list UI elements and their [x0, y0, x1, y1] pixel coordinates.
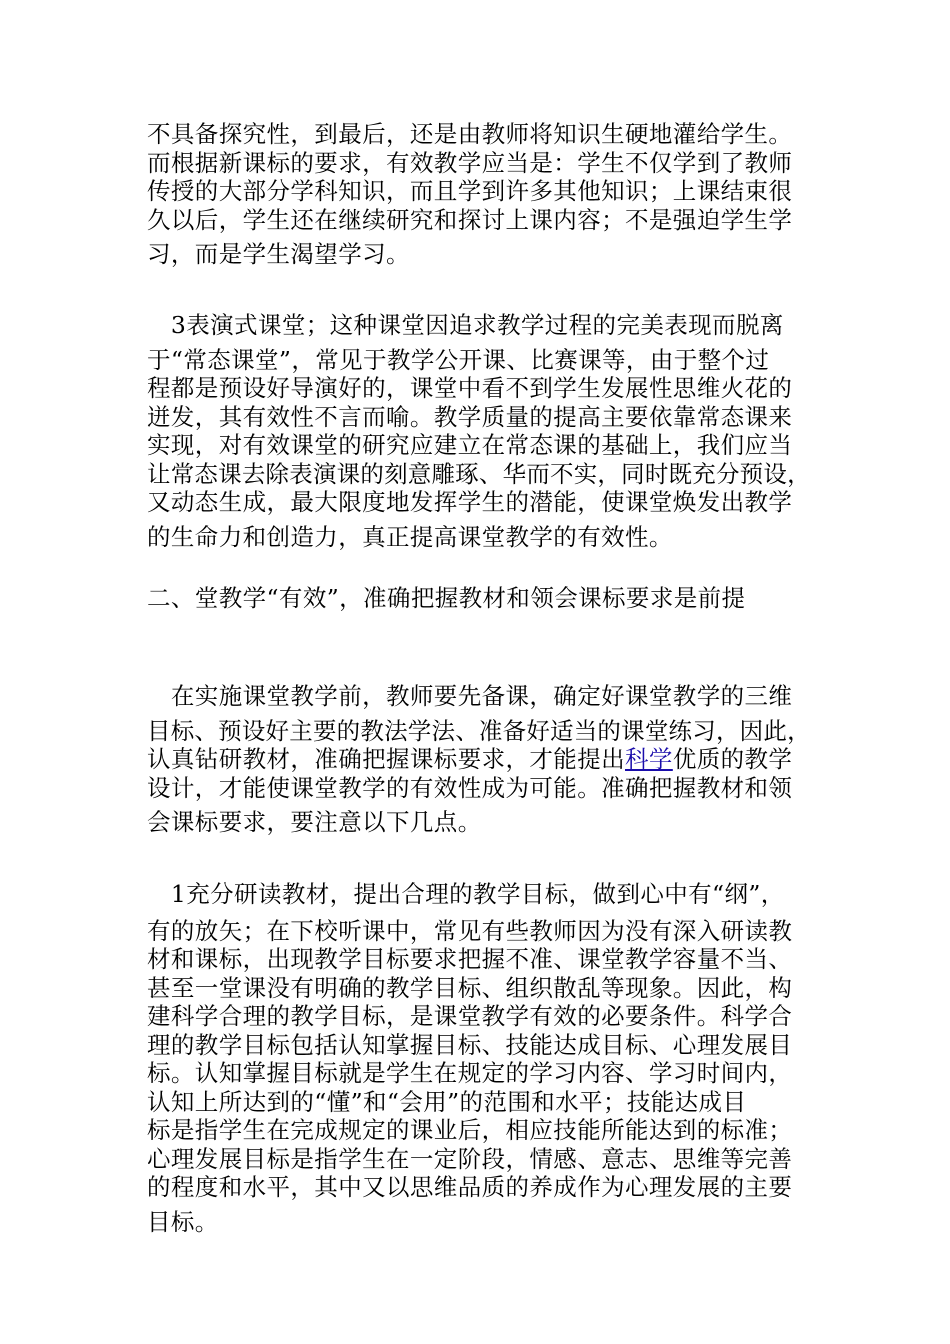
text-line: 建科学合理的教学目标，是课堂教学有效的必要条件。科学合	[147, 1002, 793, 1030]
text-line: 标是指学生在完成规定的课业后，相应技能所能达到的标准；	[147, 1116, 793, 1144]
science-link[interactable]: 科学	[625, 745, 673, 773]
text-line: 习，而是学生渴望学习。	[147, 240, 410, 268]
text-line: 甚至一堂课没有明确的教学目标、组织散乱等现象。因此，构	[147, 973, 793, 1002]
text-line: 设计，才能使课堂教学的有效性成为可能。准确把握教材和领	[147, 773, 793, 802]
text-line: 程都是预设好导演好的，课堂中看不到学生发展性思维火花的	[147, 374, 793, 402]
text-line: 的程度和水平，其中又以思维品质的养成作为心理发展的主要	[147, 1173, 793, 1201]
text-line: 于“常态课堂”，常见于教学公开课、比赛课等，由于整个过	[147, 345, 770, 374]
section-heading: 二、堂教学“有效”，准确把握教材和领会课标要求是前提	[147, 584, 746, 612]
text-line: 目标。	[147, 1207, 219, 1236]
text-segment: 优质的教学	[672, 745, 793, 773]
text-line: 标。认知掌握目标就是学生在规定的学习内容、学习时间内，	[147, 1059, 793, 1087]
text-line: 理的教学目标包括认知掌握目标、技能达成目标、心理发展目	[147, 1030, 793, 1059]
text-line: 会课标要求，要注意以下几点。	[147, 808, 482, 836]
text-line: 有的放矢；在下校听课中，常见有些教师因为没有深入研读教	[147, 916, 793, 945]
text-line: 让常态课去除表演课的刻意雕琢、华而不实，同时既充分预设，	[147, 459, 811, 488]
text-segment: 认真钻研教材，准确把握课标要求，才能提出	[147, 745, 625, 773]
paragraph-teaching-goals	[147, 880, 812, 1236]
text-line	[147, 745, 812, 774]
text-line: 传授的大部分学科知识，而且学到许多其他知识；上课结束很	[147, 177, 793, 205]
text-line: 而根据新课标的要求，有效教学应当是：学生不仅学到了教师	[147, 148, 793, 177]
text-line: 又动态生成，最大限度地发挥学生的潜能，使课堂焕发出教学	[147, 488, 793, 516]
text-line: 实现，对有效课堂的研究应建立在常态课的基础上，我们应当	[147, 431, 793, 459]
text-line: 久以后，学生还在继续研究和探讨上课内容；不是强迫学生学	[147, 205, 793, 234]
text-line: 在实施课堂教学前，教师要先备课，确定好课堂教学的三维	[147, 682, 793, 710]
paragraph-preparation	[147, 682, 812, 837]
text-line: 材和课标，出现教学目标要求把握不准、课堂教学容量不当、	[147, 945, 793, 973]
text-line: 不具备探究性，到最后，还是由教师将知识生硬地灌给学生。	[147, 120, 793, 148]
text-line: 3表演式课堂；这种课堂因追求教学过程的完美表现而脱离	[147, 311, 784, 339]
text-line: 迸发，其有效性不言而喻。教学质量的提高主要依靠常态课来	[147, 402, 793, 431]
paragraph-effective-teaching	[147, 120, 812, 269]
text-line: 认知上所达到的“懂”和“会用”的范围和水平；技能达成目	[147, 1087, 747, 1116]
text-line: 目标、预设好主要的教法学法、准备好适当的课堂练习，因此，	[147, 716, 811, 745]
text-line: 1充分研读教材，提出合理的教学目标，做到心中有“纲”，	[147, 880, 785, 908]
text-line: 心理发展目标是指学生在一定阶段，情感、意志、思维等完善	[147, 1144, 793, 1173]
text-line: 的生命力和创造力，真正提高课堂教学的有效性。	[147, 522, 673, 551]
paragraph-performance-classroom	[147, 311, 812, 551]
